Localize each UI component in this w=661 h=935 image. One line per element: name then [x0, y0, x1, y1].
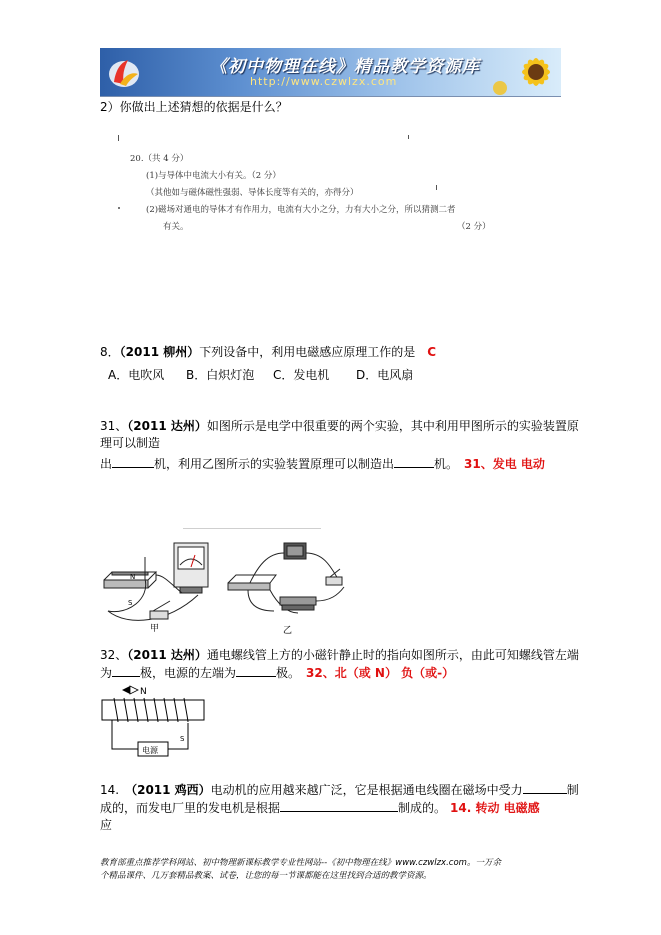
q32-blank-1[interactable] — [112, 665, 140, 677]
q31-answer: 31、发电 电动 — [464, 457, 545, 471]
q32-figure — [100, 683, 210, 763]
q8-option-a: A．电吹风 — [108, 368, 165, 382]
compass-needle-icon — [122, 686, 138, 694]
q31-stem-1: 如图所示是电学中很重要的两个实验，其中利用甲图所示的实验装置原 — [206, 419, 579, 433]
q32-blank-2[interactable] — [236, 665, 276, 677]
q31-blank-1[interactable] — [112, 456, 154, 468]
q8-answer: C — [427, 345, 437, 359]
q8-source: （2011 柳州） — [119, 345, 200, 359]
scanned-answer-block — [118, 135, 498, 235]
q14-text-b: 制成的。 — [398, 801, 447, 815]
q8-option-b: B．白炽灯泡 — [186, 368, 255, 382]
header-banner — [100, 48, 561, 96]
footer-line-2: 个精品课件、几万套精品教案、试卷，让您的每一节课都能在这里找到合适的教学资源。 — [100, 871, 432, 881]
q31-number: 31、 — [100, 419, 128, 433]
question-reason: 2）你做出上述猜想的依据是什么？ — [100, 100, 288, 114]
q8-option-d: D．电风扇 — [356, 368, 414, 382]
site-title: 《初中物理在线》精品教学资源库 — [210, 57, 480, 77]
fig-mark-n: N — [130, 573, 136, 581]
q14-stem-a: 电动机的应用越来越广泛，它是根据通电线圈在磁场中受力 — [210, 783, 523, 797]
fig-label-yi: 乙 — [283, 626, 293, 635]
q14-blank-1[interactable] — [523, 782, 567, 794]
q14-answer-cont: 应 — [100, 818, 113, 832]
q14-text-a: 成的，而发电厂里的发电机是根据 — [100, 801, 281, 815]
scan-line-5-score: （2 分） — [457, 222, 491, 232]
scan-line-2: (1)与导体中电流大小有关。（2 分） — [146, 171, 281, 181]
q32-answer: 32、北（或 N） 负（或-） — [306, 666, 455, 680]
scan-line-5: 有关。 — [163, 222, 189, 232]
scan-line-3: （其他如与磁体磁性强弱、导体长度等有关的，亦得分） — [146, 188, 359, 198]
q14-source: （2011 鸡西） — [125, 783, 211, 797]
q8-option-c: C．发电机 — [273, 368, 330, 382]
q31-text-a: 出 — [100, 457, 113, 471]
q32-number: 32、 — [100, 648, 128, 662]
q31-figure — [98, 535, 354, 635]
q31-source: （2011 达州） — [127, 419, 207, 433]
figure-jia — [104, 543, 208, 620]
q8-number: 8． — [100, 345, 120, 359]
q14-blank-2[interactable] — [280, 800, 398, 812]
site-logo-icon — [106, 54, 142, 90]
q8-stem: 下列设备中，利用电磁感应原理工作的是 — [199, 345, 416, 359]
header-divider — [100, 96, 561, 97]
scan-line-4: (2)磁场对通电的导体才有作用力，电流有大小之分，力有大小之分，所以猜测二者 — [146, 205, 456, 215]
power-source-label: 电源 — [142, 746, 158, 755]
needle-n-label: N — [140, 687, 147, 697]
question-31-line-1 — [100, 419, 579, 433]
figure-yi — [228, 543, 344, 613]
question-14-line-2 — [100, 800, 540, 815]
q32-source: （2011 达州） — [127, 648, 207, 662]
q31-text-b: 机，利用乙图所示的实验装置原理可以制造出 — [154, 457, 395, 471]
question-31-line-3 — [100, 456, 545, 471]
q31-blank-2[interactable] — [394, 456, 434, 468]
q14-answer: 14. 转动 电磁感 — [450, 801, 540, 815]
site-url[interactable]: http://www.czwlzx.com — [250, 75, 398, 88]
q32-stem: 通电螺线管上方的小磁针静止时的指向如图所示，由此可知螺线管左端 — [206, 648, 579, 662]
coil-s-label: S — [180, 735, 185, 743]
q32-text-a: 为 — [100, 666, 113, 680]
q31-figure-top-edge — [183, 528, 321, 529]
fig-mark-s: S — [128, 599, 133, 607]
q32-text-c: 极。 — [276, 666, 301, 680]
q32-text-b: 极，电源的左端为 — [140, 666, 237, 680]
q31-text-c: 机。 — [434, 457, 459, 471]
footer-line-1: 教育部重点推荐学科网站、初中物理新课标教学专业性网站--《初中物理在线》www.czwlzx.com。一万余 — [100, 858, 501, 868]
q14-number: 14. — [100, 783, 120, 797]
scan-line-1: 20.（共 4 分） — [130, 154, 189, 164]
sunflower-icon — [492, 48, 561, 96]
question-32-line-2 — [100, 665, 454, 680]
q14-stem-b: 制 — [566, 783, 579, 797]
question-14-line-1 — [100, 782, 579, 797]
question-32-line-1 — [100, 648, 579, 662]
fig-label-jia: 甲 — [150, 624, 160, 634]
question-8 — [100, 345, 436, 359]
q31-stem-2: 理可以制造 — [100, 436, 161, 450]
